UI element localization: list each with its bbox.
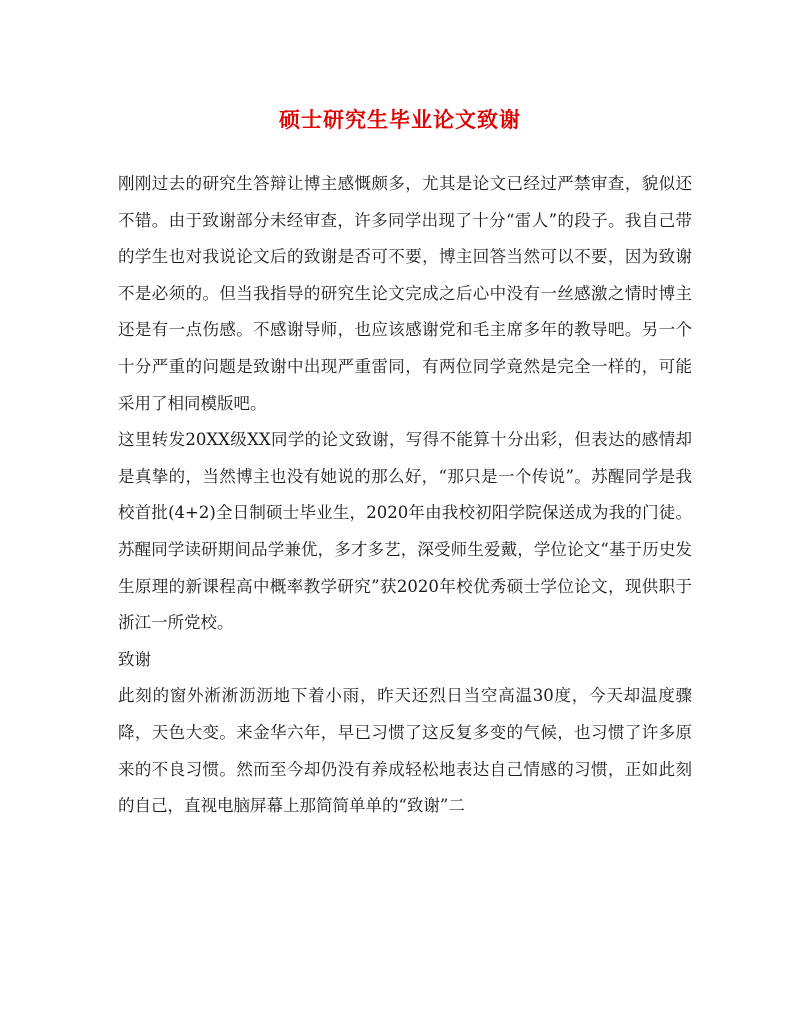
paragraph-heading-acknowledgement: 致谢 — [118, 649, 151, 669]
paragraph-repost: 这里转发20XX级XX同学的论文致谢，写得不能算十分出彩，但表达的感情却是真挚的，当然博主也没有她说的那么好，“那只是一个传说”。苏醒同学是我校首批(4+2)全日制硕士毕业生，2020年由我校初阳学院保送成为我的门徒。苏醒同学读研期间品学兼优，多才多艺，深受师生爱戴，学位论文“基于历史发生原理的新课程高中概率教学研究”获2020年校优秀硕士学位论文，现供职于浙江一所党校。 — [118, 430, 692, 633]
paragraph-acknowledgement: 此刻的窗外淅淅沥沥地下着小雨，昨天还烈日当空高温30度，今天却温度骤降，天色大变。来金华六年，早已习惯了这反复多变的气候，也习惯了许多原来的不良习惯。然而至今却仍没有养成轻松地表达自己情感的习惯，正如此刻的自己，直视电脑屏幕上那简简单单的“致谢”二 — [118, 686, 692, 816]
document-title: 硕士研究生毕业论文致谢 — [279, 107, 521, 132]
paragraph-intro: 刚刚过去的研究生答辩让博主感慨颇多，尤其是论文已经过严禁审查，貌似还不错。由于致谢部分未经审查，许多同学出现了十分“雷人”的段子。我自己带的学生也对我说论文后的致谢是否可不要，博主回答当然可以不要，因为致谢不是必须的。但当我指导的研究生论文完成之后心中没有一丝感激之情时博主还是有一点伤感。不感谢导师，也应该感谢党和毛主席多年的教导吧。另一个十分严重的问题是致谢中出现严重雷同，有两位同学竟然是完全一样的，可能采用了相同模版吧。 — [118, 174, 692, 413]
document-body — [118, 166, 692, 825]
